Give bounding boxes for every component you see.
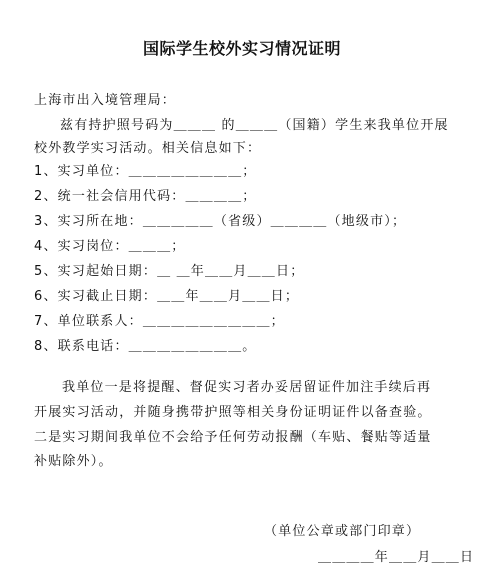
info-item-contact-person: 7、单位联系人：＿＿＿＿＿＿＿＿＿； <box>34 314 285 329</box>
info-item-internship-unit: 1、实习单位：＿＿＿＿＿＿＿＿； <box>34 164 257 179</box>
info-item-start-date: 5、实习起始日期：＿ ＿年＿＿月＿＿日； <box>34 264 305 279</box>
addressee: 上海市出入境管理局： <box>34 93 177 108</box>
info-item-position: 4、实习岗位：＿＿＿； <box>34 239 186 254</box>
commitment-paragraph-line-3: 二是实习期间我单位不会给予任何劳动报酬（车贴、餐贴等适量 <box>34 430 432 445</box>
document-title: 国际学生校外实习情况证明 <box>142 39 341 58</box>
info-item-end-date: 6、实习截止日期：＿＿年＿＿月＿＿日； <box>34 289 300 304</box>
commitment-paragraph-line-4: 补贴除外）。 <box>34 454 113 469</box>
seal-note: （单位公章或部门印章） <box>264 524 421 539</box>
info-item-location: 3、实习所在地：＿＿＿＿＿（省级）＿＿＿＿（地级市）； <box>34 214 407 229</box>
signature-date-line: ＿＿＿＿年＿＿月＿＿日 <box>318 550 475 565</box>
info-item-credit-code: 2、统一社会信用代码：＿＿＿＿； <box>34 189 257 204</box>
commitment-paragraph-line-1: 我单位一是将提醒、督促实习者办妥居留证件加注手续后再 <box>62 380 432 395</box>
intro-line-2: 校外教学实习活动。相关信息如下： <box>34 141 262 156</box>
commitment-paragraph-line-2: 开展实习活动，并随身携带护照等相关身份证明证件以备查验。 <box>34 405 432 420</box>
intro-line-1: 兹有持护照号码为＿＿＿ 的＿＿＿（国籍）学生来我单位开展 <box>60 118 449 133</box>
info-item-phone: 8、联系电话：＿＿＿＿＿＿＿＿。 <box>34 339 257 354</box>
